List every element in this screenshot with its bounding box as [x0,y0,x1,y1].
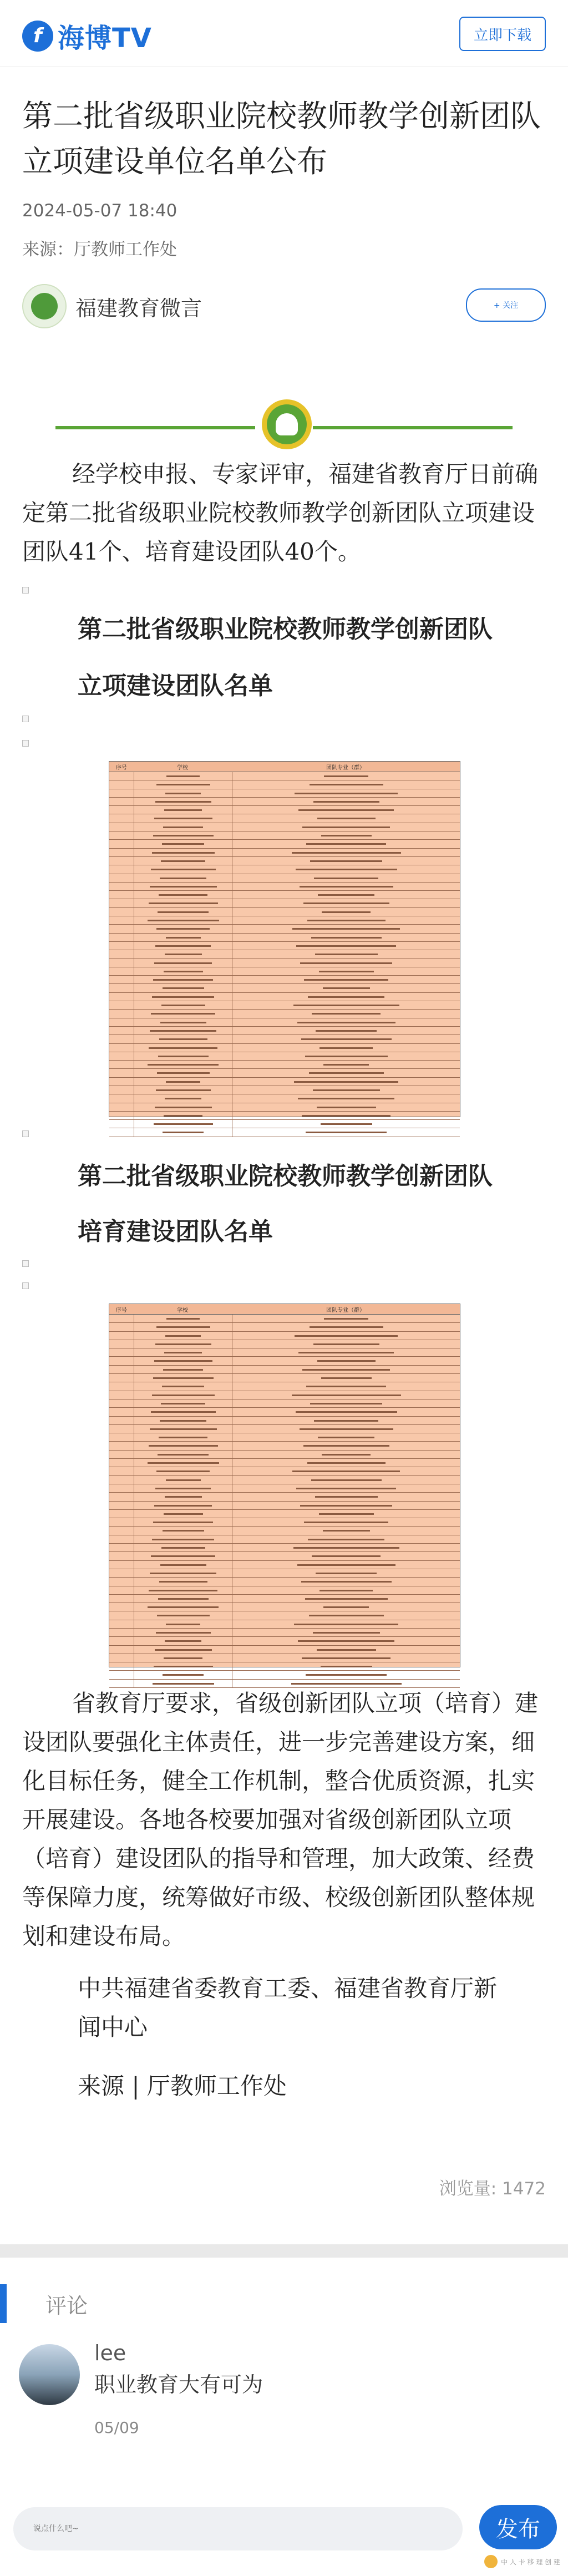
table-row [109,1027,460,1035]
watermark [484,2555,560,2568]
table-row [109,908,460,916]
table-row [109,1578,460,1586]
table-row [109,857,460,865]
account-info[interactable] [22,284,202,328]
project-team-table-image [109,761,460,1117]
table-row [109,772,460,780]
table-row [109,1052,460,1061]
table-row [109,1442,460,1450]
divider-line-left [55,426,255,429]
table-row [109,840,460,848]
table-row [109,1332,460,1340]
broken-image-icon [22,740,29,747]
table-row [109,1467,460,1475]
broken-image-icon [22,716,29,722]
watermark-logo-icon [484,2555,498,2568]
commenter-avatar[interactable] [19,2344,80,2405]
table-row [109,976,460,984]
article-title: 第二批省级职业院校教师教学创新团队立项建设单位名单公布 [22,98,541,179]
source-footer: 来源 | 厅教师工作处 [78,2072,287,2100]
view-count: 浏览量: 1472 [439,2179,546,2199]
cultivate-team-table-image [109,1304,460,1667]
table-header [109,1304,460,1315]
table-row [109,1611,460,1620]
table-row [109,1484,460,1493]
table-row [109,1595,460,1603]
table-row [109,1340,460,1348]
table-row [109,1476,460,1484]
col-header-school: 学校 [177,764,188,771]
table-header [109,762,460,772]
article-date: 2024-05-07 18:40 [22,201,178,221]
signature-line1: 中共福建省委教育工委、福建省教育厅新 [78,1975,498,2002]
heading-project-line2: 立项建设团队名单 [78,672,273,700]
table-row [109,831,460,840]
table-row [109,789,460,798]
table-row [109,1018,460,1027]
table-row [109,1620,460,1629]
table-row [109,883,460,891]
table-row [109,1535,460,1544]
table-row [109,1357,460,1365]
table-row [109,1112,460,1120]
col-header-school: 学校 [177,1307,188,1314]
table-row [109,916,460,925]
table-row [109,1323,460,1331]
broken-image-icon [22,1260,29,1267]
account-logo-icon [31,293,58,320]
table-row [109,1544,460,1552]
table-row [109,1391,460,1399]
table-row [109,1433,460,1442]
table-row [109,1662,460,1671]
table-row [109,780,460,789]
logo-icon: f [22,21,53,52]
table-row [109,798,460,806]
table-row [109,934,460,942]
broken-image-icon [22,1282,29,1289]
table-row [109,942,460,950]
table-row [109,1646,460,1654]
intro-paragraph: 经学校申报、专家评审，福建省教育厅日前确定第二批省级职业院校教师教学创新团队立项建设团队41个、培育建设团队40个。 [22,460,539,565]
table-row [109,891,460,899]
table-row [109,1103,460,1112]
table-row [109,959,460,967]
table-row [109,1502,460,1510]
table-row [109,1425,460,1433]
logo-text: 海博TV [58,23,152,54]
table-row [109,1044,460,1052]
table-row [109,823,460,831]
table-row [109,1061,460,1069]
table-row [109,1094,460,1103]
table-row [109,1315,460,1323]
divider-line-right [313,426,513,429]
table-row [109,1417,460,1425]
table-row [109,865,460,874]
app-logo[interactable] [22,17,152,55]
table-row [109,1459,460,1467]
table-row [109,1078,460,1086]
table-row [109,1569,460,1578]
table-row [109,1552,460,1560]
table-row [109,1637,460,1645]
comment-date: 05/09 [94,2418,139,2437]
broken-image-icon [22,587,29,594]
col-header-index: 序号 [116,764,127,771]
comments-accent-bar [0,2284,7,2323]
table-row [109,1586,460,1595]
table-row [109,874,460,883]
top-header [0,0,568,67]
table-row [109,1086,460,1094]
closing-paragraph: 省教育厅要求，省级创新团队立项（培育）建设团队要强化主体责任，进一步完善建设方案，细化目标任务，健全工作机制，整合优质资源，扎实开展建设。各地各校要加强对省级创新团队立项（培育）建设团队的指导和管理，加大政策、经费等保障力度，统筹做好市级、校级创新团队整体规划和建设布局。 [22,1690,539,1950]
comments-header [0,2284,88,2323]
heading-cultivate-line1: 第二批省级职业院校教师教学创新团队 [78,1162,493,1190]
table-row [109,849,460,857]
table-row [109,1035,460,1043]
commenter-name: lee [94,2341,126,2365]
table-row [109,1069,460,1077]
article-source: 来源：厅教师工作处 [22,240,177,260]
publish-button[interactable]: 发布 [479,2505,557,2549]
table-row [109,806,460,814]
download-button[interactable]: 立即下载 [459,17,546,51]
comment-input[interactable] [13,2507,463,2550]
comment-text: 职业教育大有可为 [94,2372,263,2397]
table-row [109,1451,460,1459]
comments-title: 评论 [45,2293,88,2318]
table-row [109,1510,460,1518]
table-row [109,967,460,976]
table-row [109,950,460,959]
table-row [109,1128,460,1137]
table-row [109,1366,460,1374]
table-row [109,1348,460,1357]
table-row [109,1408,460,1416]
section-separator [0,2244,568,2258]
decorative-divider [55,399,513,455]
table-row [109,1654,460,1662]
table-row [109,1001,460,1010]
heading-cultivate-line2: 培育建设团队名单 [78,1218,273,1246]
table-row [109,1493,460,1501]
table-row [109,1010,460,1018]
col-header-major: 团队专业（群） [326,1307,365,1314]
table-row [109,1561,460,1569]
table-row [109,984,460,992]
table-row [109,1382,460,1391]
col-header-major: 团队专业（群） [326,764,365,771]
table-row [109,814,460,823]
table-row [109,925,460,933]
table-row [109,899,460,907]
table-row [109,1374,460,1382]
emblem-icon [262,399,312,449]
table-row [109,1399,460,1408]
table-row [109,993,460,1001]
account-name[interactable]: 福建教育微言 [75,296,202,321]
table-row [109,1629,460,1637]
table-row [109,1671,460,1679]
signature-line2: 闻中心 [78,2014,148,2041]
account-avatar[interactable] [22,284,67,328]
table-row [109,1518,460,1527]
follow-button[interactable]: + 关注 [466,288,546,322]
table-row [109,1527,460,1535]
table-row [109,1603,460,1611]
col-header-index: 序号 [116,1307,127,1314]
watermark-text: 中 人 卡 移 理 创 建 [501,2558,560,2566]
table-row [109,1120,460,1128]
broken-image-icon [22,1130,29,1137]
heading-project-line1: 第二批省级职业院校教师教学创新团队 [78,615,493,643]
